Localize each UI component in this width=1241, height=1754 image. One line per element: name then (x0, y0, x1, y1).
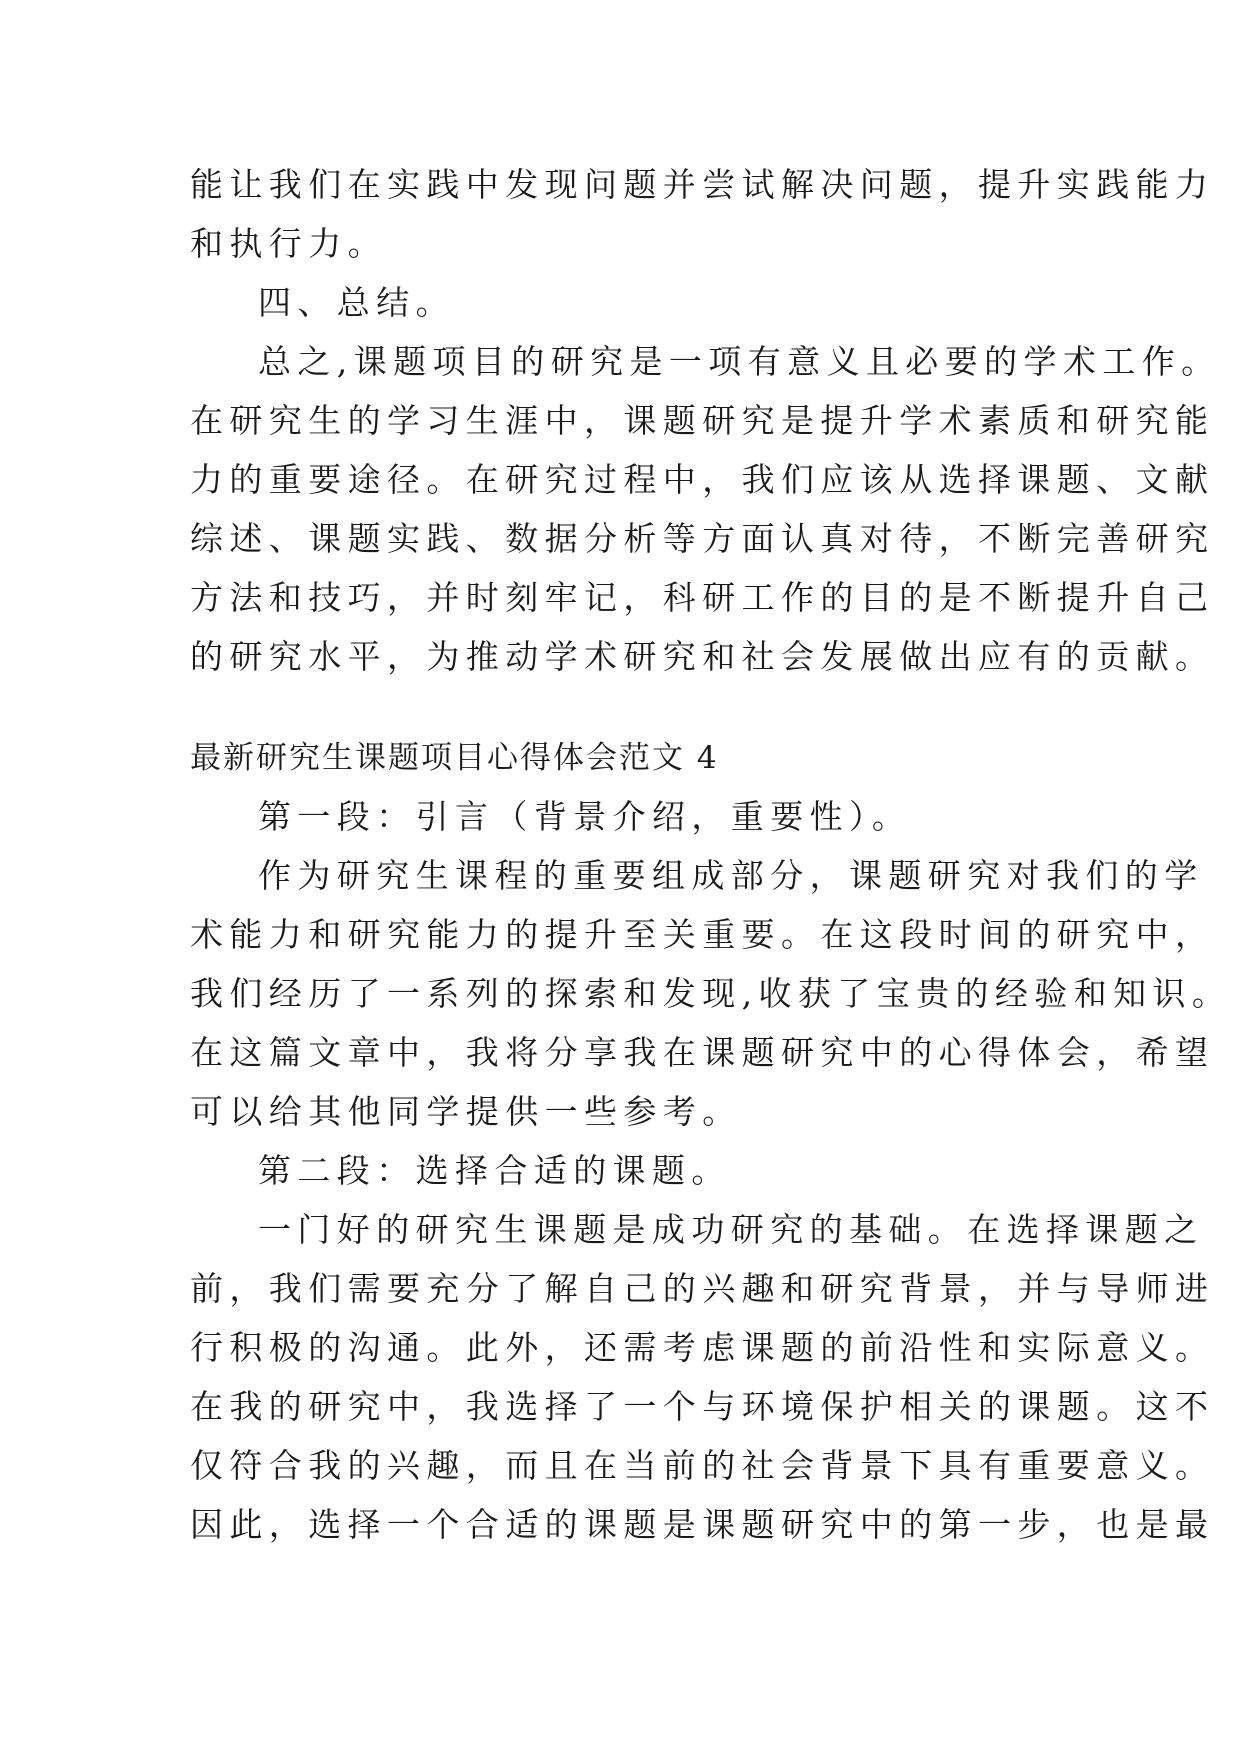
paragraph-line: 行积极的沟通。此外，还需考虑课题的前沿性和实际意义。 (190, 1328, 1215, 1367)
paragraph-line: 可以给其他同学提供一些参考。 (190, 1092, 742, 1131)
paragraph-line: 和执行力。 (190, 224, 387, 263)
paragraph-line: 一门好的研究生课题是成功研究的基础。在选择课题之 (258, 1210, 1204, 1249)
paragraph-line: 在这篇文章中，我将分享我在课题研究中的心得体会，希望 (190, 1033, 1215, 1072)
paragraph-heading: 第一段：引言（背景介绍，重要性）。 (258, 797, 912, 836)
paragraph-line: 前，我们需要充分了解自己的兴趣和研究背景，并与导师进 (190, 1269, 1215, 1308)
paragraph-line: 的研究水平，为推动学术研究和社会发展做出应有的贡献。 (190, 637, 1215, 676)
paragraph-line: 综述、课题实践、数据分析等方面认真对待，不断完善研究 (190, 519, 1215, 558)
paragraph-line: 方法和技巧，并时刻牢记，科研工作的目的是不断提升自己 (190, 578, 1215, 617)
paragraph-line: 在研究生的学习生涯中，课题研究是提升学术素质和研究能 (190, 401, 1215, 440)
paragraph-line: 总之,课题项目的研究是一项有意义且必要的学术工作。 (258, 342, 1221, 381)
paragraph-line: 在我的研究中，我选择了一个与环境保护相关的课题。这不 (190, 1387, 1215, 1426)
paragraph-line: 仅符合我的兴趣，而且在当前的社会背景下具有重要意义。 (190, 1446, 1215, 1485)
paragraph-line: 术能力和研究能力的提升至关重要。在这段时间的研究中， (190, 915, 1215, 954)
article-title: 最新研究生课题项目心得体会范文 4 (190, 740, 719, 776)
section-subheading: 四、总结。 (258, 283, 455, 322)
paragraph-heading: 第二段：选择合适的课题。 (258, 1151, 731, 1190)
paragraph-line: 能让我们在实践中发现问题并尝试解决问题，提升实践能力 (190, 165, 1215, 204)
paragraph-line: 力的重要途径。在研究过程中，我们应该从选择课题、文献 (190, 460, 1215, 499)
paragraph-line: 作为研究生课程的重要组成部分，课题研究对我们的学 (258, 856, 1204, 895)
paragraph-line: 我们经历了一系列的探索和发现,收获了宝贵的经验和知识。 (190, 974, 1232, 1013)
paragraph-line: 因此，选择一个合适的课题是课题研究中的第一步，也是最 (190, 1505, 1215, 1544)
